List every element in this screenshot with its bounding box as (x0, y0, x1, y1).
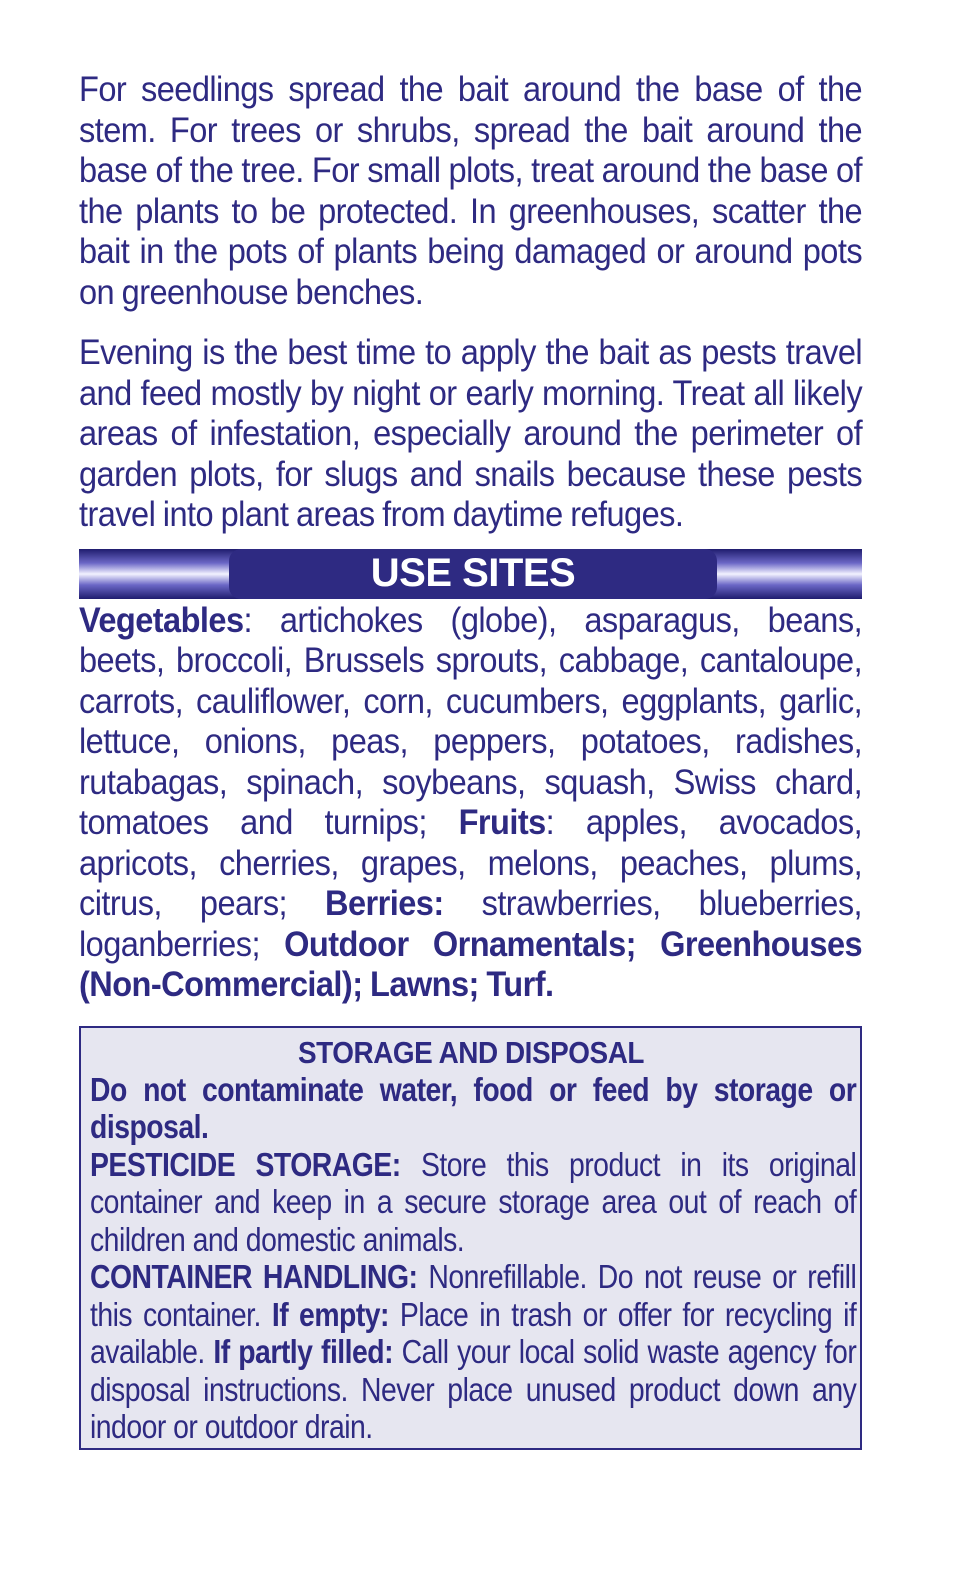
other-sites: Outdoor Ornamentals; Greenhouses (Non-Commercial); Lawns; Turf. (79, 924, 863, 1004)
pesticide-storage-text: Store this product in its original container and keep in a secure storage area out of reach of children and domestic animals. (90, 1145, 857, 1258)
storage-intro: Do not contaminate water, food or feed by storage or disposal. (90, 1070, 857, 1145)
if-empty-label: If empty: (271, 1295, 389, 1333)
container-handling (90, 1258, 856, 1446)
pesticide-storage-label: PESTICIDE STORAGE: (90, 1145, 401, 1183)
use-sites-banner-center (229, 549, 717, 599)
if-partly-filled-label: If partly filled: (213, 1333, 394, 1370)
directions-paragraph-1: For seedlings spread the bait around the base of the stem. For trees or shrubs, spread the bait around the base of the tree. For small plots, treat around the base of the plants to be protected. In greenhouses, scatter the bait in the pots of plants being damaged or around pots on greenhouse benches. (79, 70, 863, 312)
berries-label: Berries: (325, 884, 444, 923)
use-sites-title: USE SITES (370, 551, 576, 595)
pesticide-storage (90, 1146, 856, 1259)
storage-title: STORAGE AND DISPOSAL (298, 1034, 644, 1070)
vegetables-label: Vegetables (79, 600, 244, 640)
if-partly-filled-text: Call your local solid waste agency for disposal instructions. Never place unused product down any indoor or outdoor drain. (90, 1333, 857, 1445)
label-page (79, 70, 862, 1450)
fruits-text: : apples, avocados, apricots, cherries, grapes, melons, peaches, plums, citrus, pears; (79, 803, 863, 923)
storage-disposal-box (79, 1026, 862, 1450)
vegetables-text: : artichokes (globe), asparagus, beans, beets, broccoli, Brussels sprouts, cabbage, cantaloupe, carrots, cauliflower, corn, cucumbers, eggplants, garlic, lettuce, onions, peas, peppers, potatoes, radishes, rutabagas, spinach, soybeans, squash, Swiss chard, tomatoes and turnips; (79, 600, 863, 842)
berries-text: strawberries, blueberries, loganberries; (79, 884, 863, 964)
use-sites-banner (79, 549, 862, 599)
use-sites-list (79, 601, 862, 1006)
if-empty-text: Place in trash or offer for recycling if available. (90, 1295, 857, 1370)
directions-paragraph-2: Evening is the best time to apply the bait as pests travel and feed mostly by night or early morning. Treat all likely areas of infestation, especially around the perimeter of garden plots, for slugs and snails because these pests travel into plant areas from daytime refuges. (79, 333, 863, 534)
fruits-label: Fruits (458, 803, 546, 842)
container-handling-text: Nonrefillable. Do not reuse or refill this container. (90, 1258, 857, 1333)
container-handling-label: CONTAINER HANDLING: (90, 1258, 418, 1295)
